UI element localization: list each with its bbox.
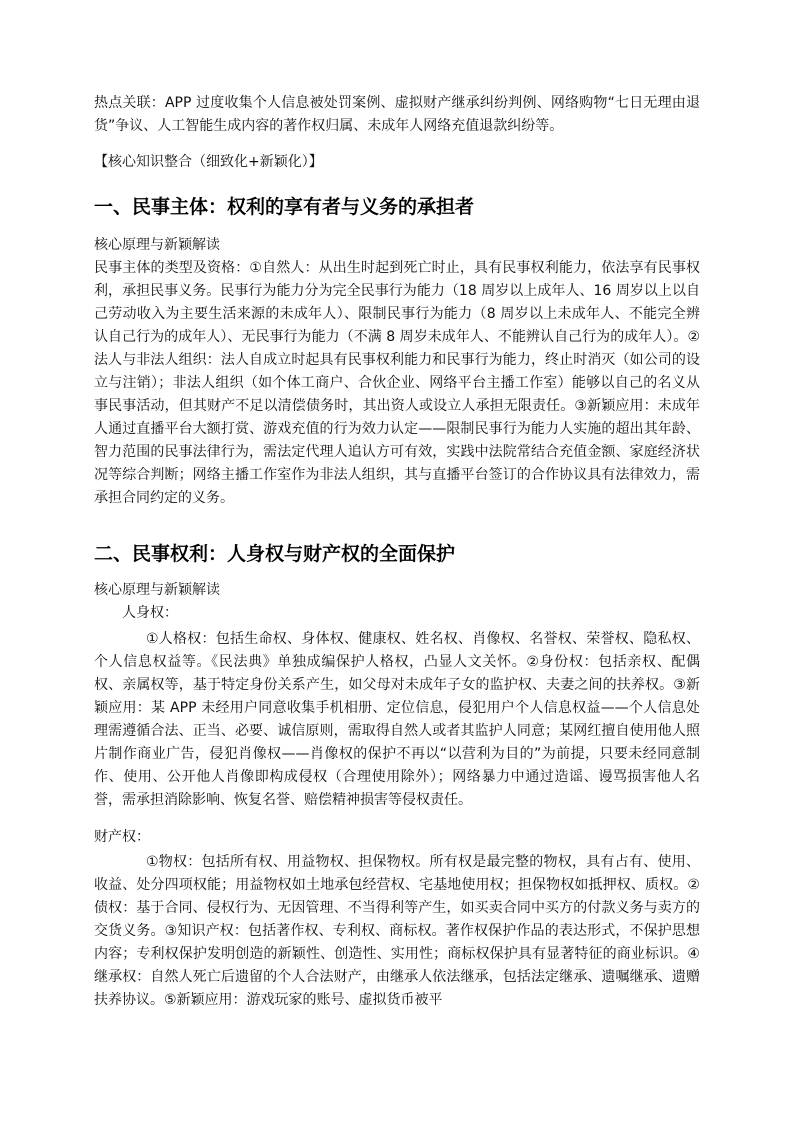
knowledge-integration-title: 【核心知识整合（细致化+新颖化）】 [94, 154, 323, 170]
section-heading-civil-subjects: 一、民事主体：权利的享有者与义务的承担者 [94, 196, 475, 218]
section1-paragraph: 民事主体的类型及资格：①自然人：从出生时起到死亡时止，具有民事权利能力，依法享有民事权利，承担民事义务。民事行为能力分为完全民事行为能力（18 周岁以上成年人、16 周岁以上以自己劳动收入为主要生活来源的未成年人）、限制民事行为能力（8 周岁以上未成年人、不能完全辨认自己行为的成年人）、无民事行为能力（不满 8 周岁未成年人、不能辨认自己行为的成年人）。②法人与非法人组织：法人自成立时起具有民事权利能力和民事行为能力，终止时消灭（如公司的设立与注销）；非法人组织（如个体工商户、合伙企业、网络平台主播工作室）能够以自己的名义从事民事活动，但其财产不足以清偿债务时，其出资人或设立人承担无限责任。③新颖应用：未成年人通过直播平台大额打赏、游戏充值的行为效力认定——限制民事行为能力人实施的超出其年龄、智力范围的民事法律行为，需法定代理人追认方可有效，实践中法院常结合充值金额、家庭经济状况等综合判断；网络主播工作室作为非法人组织，其与直播平台签订的合作协议具有法律效力，需承担合同约定的义务。 [94, 260, 700, 506]
property-rights-label: 财产权： [94, 829, 150, 845]
section1-subtitle: 核心原理与新颖解读 [94, 237, 220, 253]
property-rights-paragraph: ①物权：包括所有权、用益物权、担保物权。所有权是最完整的物权，具有占有、使用、收益、处分四项权能；用益物权如土地承包经营权、宅基地使用权；担保物权如抵押权、质权。②债权：基于合同、侵权行为、无因管理、不当得利等产生，如买卖合同中买方的付款义务与卖方的交货义务。③知识产权：包括著作权、专利权、商标权。著作权保护作品的表达形式，不保护思想内容；专利权保护发明创造的新颖性、创造性、实用性；商标权保护具有显著特征的商业标识。④继承权：自然人死亡后遗留的个人合法财产，由继承人依法继承，包括法定继承、遗嘱继承、遗赠扶养协议。⑤新颖应用：游戏玩家的账号、虚拟货币被平 [94, 854, 700, 1008]
hot-topics-paragraph: 热点关联：APP 过度收集个人信息被处罚案例、虚拟财产继承纠纷判例、网络购物“七日无理由退货”争议、人工智能生成内容的著作权归属、未成年人网络充值退款纠纷等。 [94, 95, 700, 134]
section-heading-civil-rights: 二、民事权利：人身权与财产权的全面保护 [94, 543, 456, 565]
section2-subtitle: 核心原理与新颖解读 [94, 582, 220, 598]
personal-rights-label: 人身权： [122, 605, 178, 621]
personal-rights-paragraph: ①人格权：包括生命权、身体权、健康权、姓名权、肖像权、名誉权、荣誉权、隐私权、个人信息权益等。《民法典》单独成编保护人格权，凸显人文关怀。②身份权：包括亲权、配偶权、亲属权等，基于特定身份关系产生，如父母对未成年子女的监护权、夫妻之间的扶养权。③新颖应用：某 APP 未经用户同意收集手机相册、定位信息，侵犯用户个人信息权益——个人信息处理需遵循合法、正当、必要、诚信原则，需取得自然人或者其监护人同意；某网红擅自使用他人照片制作商业广告，侵犯肖像权——肖像权的保护不再以“以营利为目的”为前提，只要未经同意制作、使用、公开他人肖像即构成侵权（合理使用除外）；网络暴力中通过造谣、谩骂损害他人名誉，需承担消除影响、恢复名誉、赔偿精神损害等侵权责任。 [94, 631, 700, 808]
